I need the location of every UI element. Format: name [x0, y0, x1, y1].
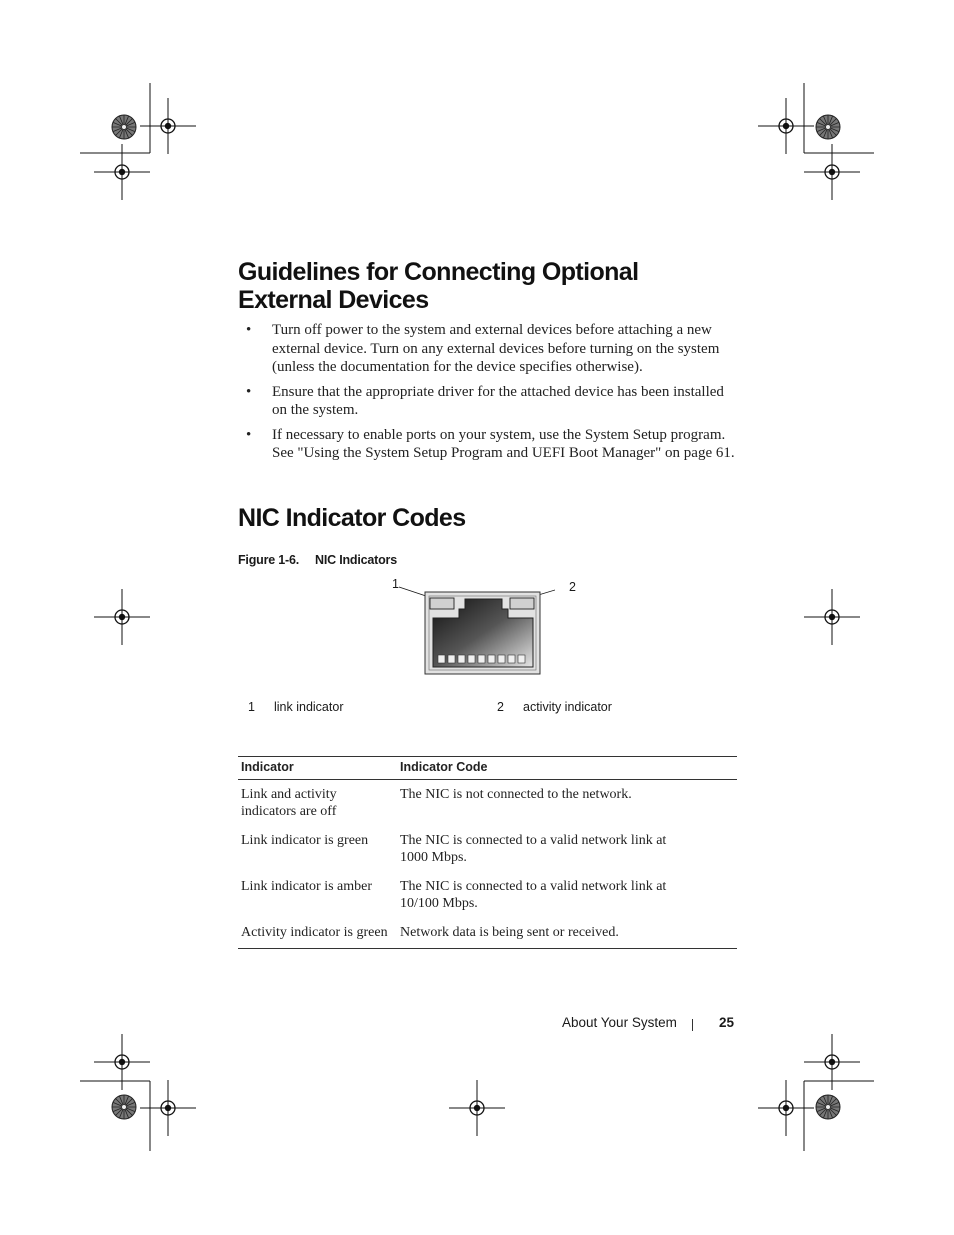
list-item: [238, 383, 738, 420]
crosshair-icon: [758, 1080, 814, 1136]
crosshair-icon: [758, 98, 814, 154]
title-line-2: External Devices: [238, 286, 429, 314]
star-target-icon: [816, 1095, 840, 1119]
indicator-cell: Link indicator is amber: [241, 879, 373, 894]
code-cell: The NIC is not connected to the network.: [400, 787, 632, 802]
code-cell: Network data is being sent or received.: [397, 918, 737, 949]
indicator-cell: Link and activity indicators are off: [241, 787, 337, 819]
crosshair-icon: [140, 98, 196, 154]
nic-indicator-table: [238, 756, 737, 949]
bullet-icon: •: [246, 383, 252, 400]
list-item-text: Ensure that the appropriate driver for the attached device has been installed on the system.: [272, 383, 724, 418]
crosshair-icon: [140, 1080, 196, 1136]
legend-number: 2: [497, 700, 504, 714]
column-header-indicator: Indicator: [238, 757, 397, 780]
guidelines-list: [238, 321, 738, 469]
table-row: [238, 780, 737, 827]
crosshair-icon: [804, 1034, 860, 1090]
table-row: [238, 872, 737, 918]
section-title-guidelines: [238, 258, 638, 314]
indicator-cell: Link indicator is green: [241, 833, 369, 848]
table-row: [238, 826, 737, 872]
figure-legend-2: [497, 700, 612, 714]
crosshair-icon: [804, 589, 860, 645]
crosshair-icon: [449, 1080, 505, 1136]
code-cell: The NIC is connected to a valid network link at 10/100 Mbps.: [400, 879, 667, 911]
legend-text: activity indicator: [523, 700, 612, 714]
code-cell: The NIC is connected to a valid network link at 1000 Mbps.: [400, 833, 667, 865]
section-title-text: NIC Indicator Codes: [238, 504, 466, 532]
legend-text: link indicator: [274, 700, 344, 714]
legend-number: 1: [248, 700, 255, 714]
page-number: 25: [719, 1015, 735, 1030]
callout-1: 1: [392, 577, 399, 591]
nic-port-illustration: [395, 585, 555, 680]
crosshair-icon: [94, 1034, 150, 1090]
activity-indicator-led: [510, 598, 534, 609]
list-item: [238, 426, 738, 463]
list-item-text: If necessary to enable ports on your system, use the System Setup program. See "Using the System Setup Program and UEFI Boot Manager" on page 61.: [272, 426, 735, 461]
figure-legend-1: [248, 700, 343, 714]
star-target-icon: [112, 115, 136, 139]
crosshair-icon: [94, 589, 150, 645]
link-indicator-led: [430, 598, 454, 609]
figure-caption: [238, 553, 397, 567]
list-item-text: Turn off power to the system and external devices before attaching a new external device. Turn on any external devices before turning on the system (unless the documentation for the device specifies otherwise).: [272, 322, 720, 375]
port-pins: [438, 655, 525, 663]
star-target-icon: [112, 1095, 136, 1119]
footer-section-name: About Your System: [562, 1015, 677, 1030]
column-header-code: Indicator Code: [397, 757, 737, 780]
callout-2: 2: [569, 580, 576, 594]
crosshair-icon: [804, 144, 860, 200]
footer-divider: [692, 1019, 693, 1031]
bullet-icon: •: [246, 426, 252, 443]
title-line-1: Guidelines for Connecting Optional: [238, 258, 639, 286]
figure-label: Figure 1-6.: [238, 553, 300, 567]
table-row: [238, 918, 737, 949]
indicator-cell: Activity indicator is green: [238, 918, 397, 949]
figure-caption-text: NIC Indicators: [315, 553, 397, 567]
bullet-icon: •: [246, 322, 252, 338]
section-title-nic: [238, 504, 466, 532]
table-header-row: [238, 757, 737, 780]
crosshair-icon: [94, 144, 150, 200]
star-target-icon: [816, 115, 840, 139]
list-item: [238, 321, 738, 377]
